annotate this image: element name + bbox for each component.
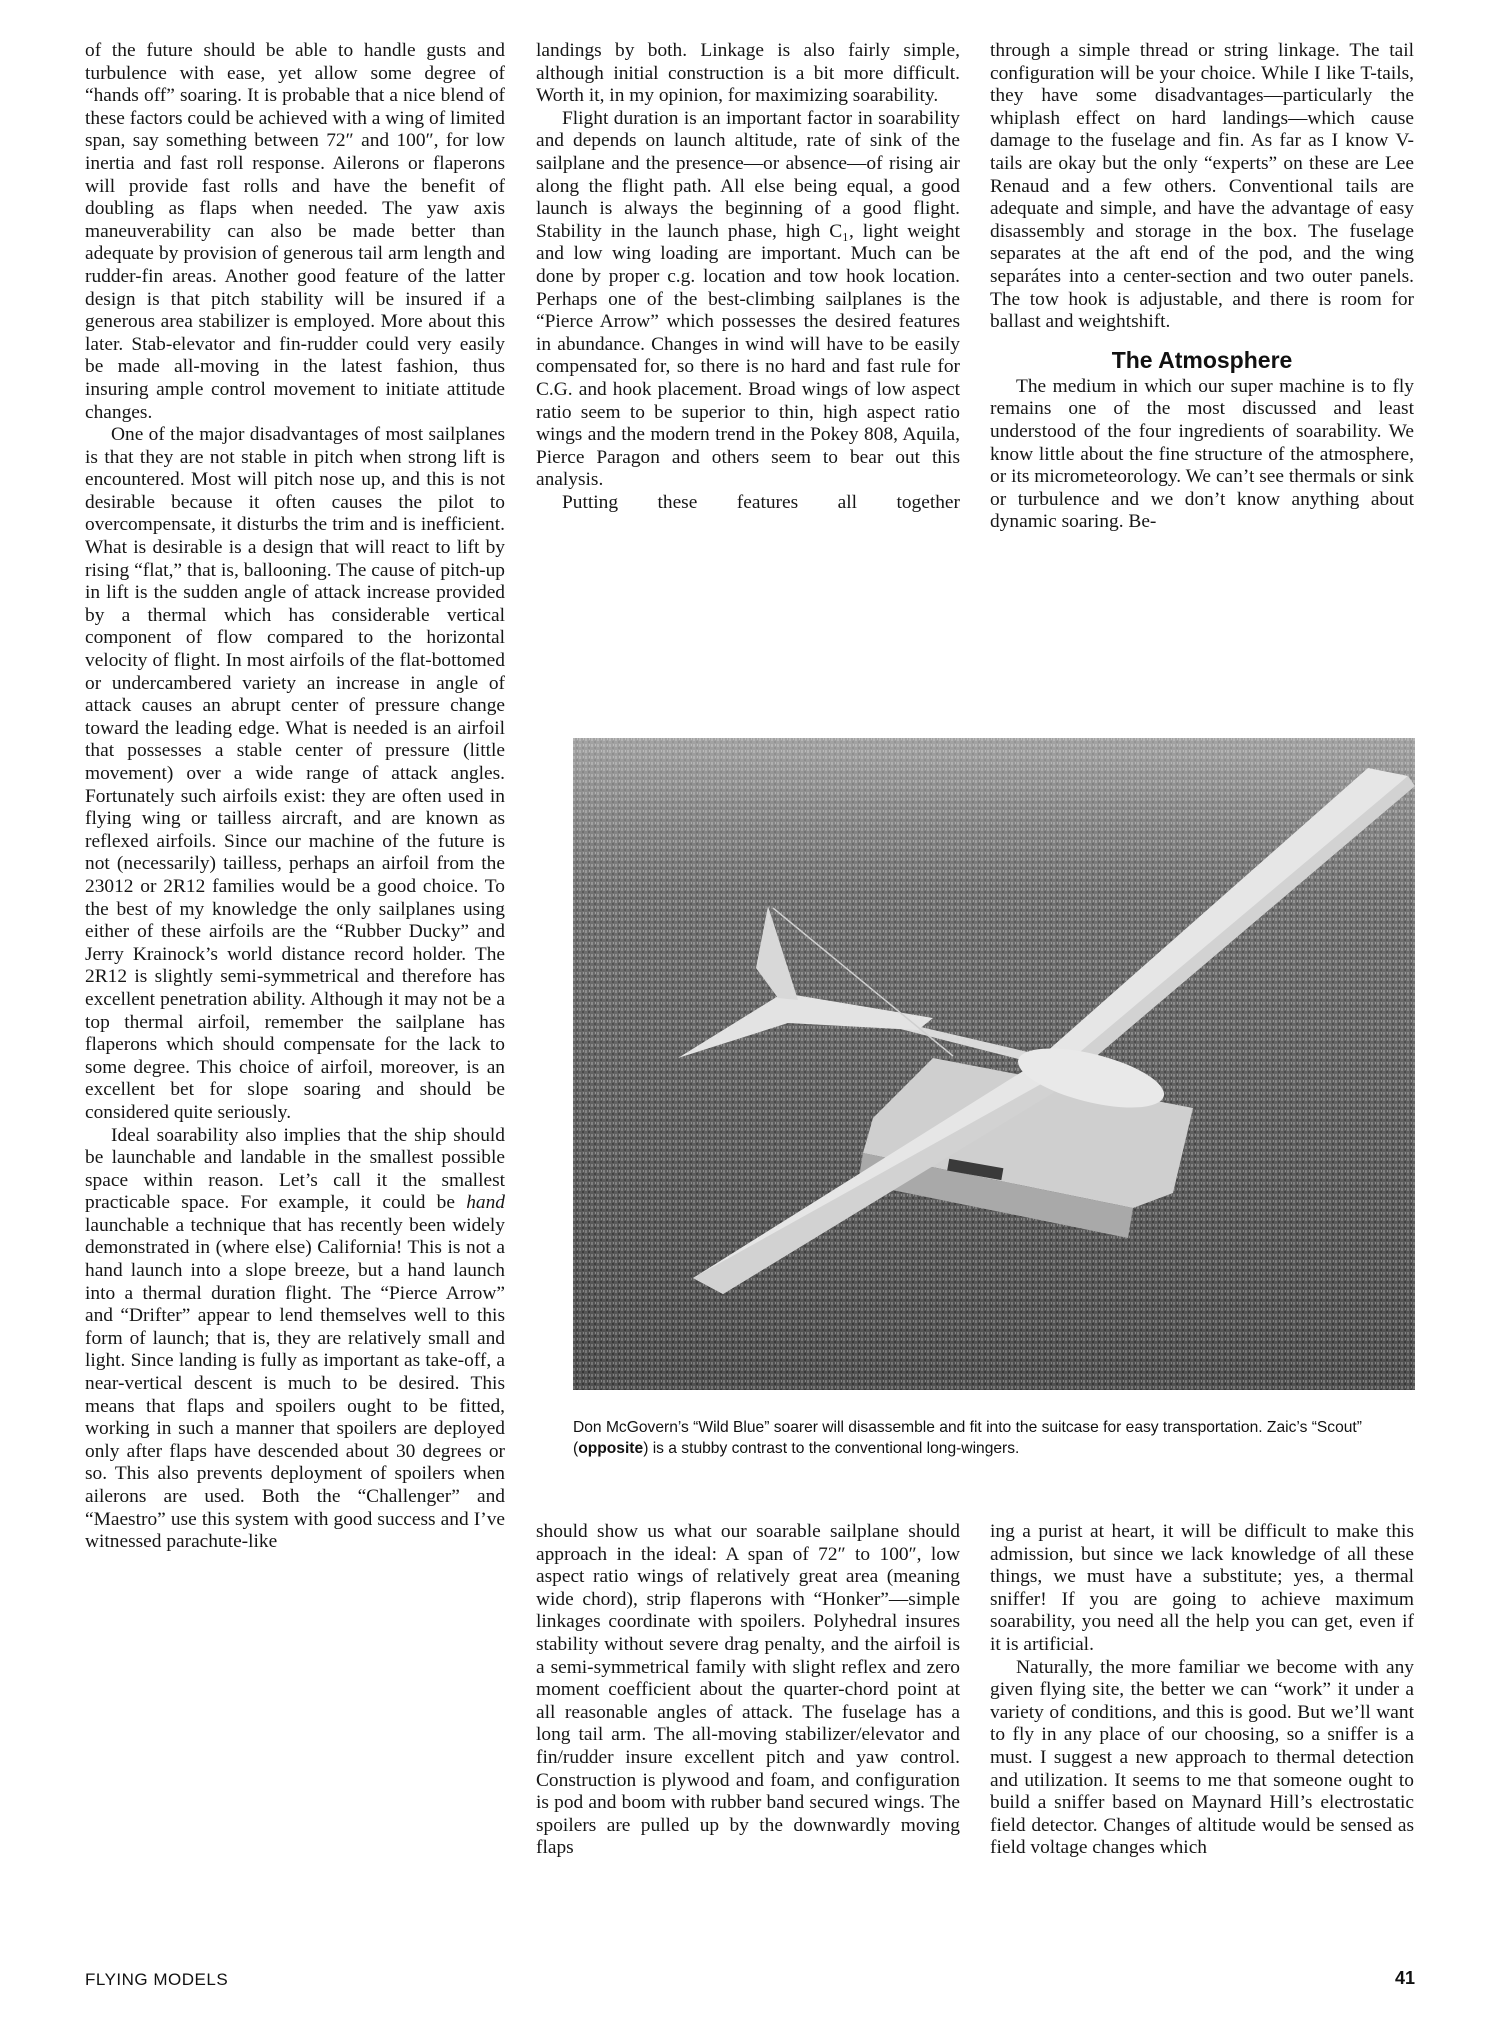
paragraph [85,1125,505,1554]
caption-bold-text: opposite [578,1440,644,1457]
caption-text: Don McGovern’s “Wild Blue” soarer will disassemble and fit into the suitcase for easy transportation. Zaic’s “Scout” ( [573,1419,1362,1457]
text-column-1 [85,40,505,1554]
paragraph: The medium in which our super machine is to fly remains one of the most discussed and least understood of the four ingredients of soarability. We know little about the fine structure of the atmosphere, or its micrometeorology. We can’t see thermals or sink or turbulence and we don’t know anything about dynamic soaring. Be- [990,375,1414,533]
photo-caption [573,1417,1415,1459]
paragraph: Putting these features all together [562,491,960,513]
text-column-5 [990,1521,1414,1860]
text-column-2 [536,40,960,514]
text-run: Ideal soarability also implies that the ship should be launchable and landable in the smallest possible space within reason. Let’s call it the smallest practicable space. For example, it could be [85,1124,505,1214]
paragraph: ing a purist at heart, it will be difficult to make this admission, but since we lack knowledge of all these things, we must have a substitute; yes, a thermal sniffer! If you are going to achieve maximum soarability, you need all the help you can get, even if it is artificial. [990,1521,1414,1655]
text-run: launchable a technique that has recently been widely demonstrated in (where else) California! This is not a hand launch into a slope breeze, but a hand launch into a thermal duration flight. The “Pierce Arrow” and “Drifter” appear to lend themselves well to this form of launch; that is, they are relatively small and light. Since landing is fully as important as take-off, a near-vertical descent is much to be desired. This means that flaps and spoilers ought to be fitted, working in such a manner that spoilers are deployed only after flaps have descended about 30 degrees or so. This also prevents deployment of spoilers when ailerons are used. Both the “Challenger” and “Maestro” use this system with good success and I’ve witnessed parachute-like [85,1214,505,1553]
paragraph: Flight duration is an important factor in soarability and depends on launch altitude, rate of sink of the sailplane and the presence—or absence—of rising air along the flight path. All else being equal, a good launch is always the beginning of a good flight. Stability in the launch phase, high C₁, light weight and low wing loading are important. Much can be done by proper c.g. location and tow hook location. Perhaps one of the best-climbing sailplanes is the “Pierce Arrow” which possesses the desired features in abundance. Changes in wind will have to be easily compensated for, so there is no hard and fast rule for C.G. and hook placement. Broad wings of low aspect ratio seem to be superior to thin, high aspect ratio wings and the modern trend in the Pokey 808, Aquila, Pierce Paragon and others seem to bear out this analysis. [536,107,960,491]
emphasis-text: hand [466,1192,505,1214]
paragraph: should show us what our soarable sailplane should approach in the ideal: A span of 72″ to 100″, low aspect ratio wings of relatively great area (meaning wide chord), strip flaperons with “Honker”—simple linkages coordinate with spoilers. Polyhedral insures stability without severe drag penalty, and the airfoil is a semi-symmetrical family with slight reflex and zero moment coefficient about the quarter-chord point at all reasonable angles of attack. The fuselage has a long tail arm. The all-moving stabilizer/elevator and fin/rudder insure excellent pitch and yaw control. Construction is plywood and foam, and configuration is pod and boom with rubber band secured wings. The spoilers are pulled up by the downwardly moving flaps [536,1521,960,1859]
paragraph: of the future should be able to handle gusts and turbulence with ease, yet allow some degree of “hands off” soaring. It is probable that a nice blend of these factors could be achieved with a wing of limited span, say something between 72″ and 100″, for low inertia and fast roll response. Ailerons or flaperons will provide fast rolls and have the benefit of doubling as flaps when needed. The yaw axis maneuverability can also be made better than adequate by provision of generous tail arm length and rudder-fin areas. Another good feature of the latter design is that pitch stability will be insured if a generous area stabilizer is employed. More about this later. Stab-elevator and fin-rudder could very easily be made all-moving in the latest fashion, thus insuring ample control movement to initiate attitude changes. [85,40,505,423]
caption-text: ) is a stubby contrast to the conventional long-wingers. [643,1440,1020,1457]
paragraph: Naturally, the more familiar we become with any given flying site, the better we can “work” it under a variety of conditions, and this is good. But we’ll want to fly in any place of our choosing, so a sniffer is a must. I suggest a new approach to thermal detection and utilization. It seems to me that someone ought to build a sniffer based on Maynard Hill’s electrostatic field detector. Changes of altitude would be sensed as field voltage changes which [990,1656,1414,1859]
text-column-4 [536,1521,960,1860]
magazine-name: FLYING MODELS [85,1970,229,1989]
paragraph: One of the major disadvantages of most sailplanes is that they are not stable in pitch when strong lift is encountered. Most will pitch nose up, and this is not desirable because it often causes the pilot to overcompensate, it disturbs the trim and is inefficient. What is desirable is a design that will react to lift by rising “flat,” that is, ballooning. The cause of pitch-up in lift is the sudden angle of attack increase provided by a thermal which has considerable vertical component of flow compared to the horizontal velocity of flight. In most airfoils of the flat-bottomed or undercambered variety an increase in angle of attack causes an abrupt center of pressure change toward the leading edge. What is needed is an airfoil that possesses a stable center of pressure (little movement) over a wide range of attack angles. Fortunately such airfoils exist: they are often used in flying wing or tailless aircraft, and are known as reflexed airfoils. Since our machine of the future is not (necessarily) tailless, perhaps an airfoil from the 23012 or 2R12 families would be a good choice. To the best of my knowledge the only sailplanes using either of these airfoils are the “Rubber Ducky” and Jerry Krainock’s world distance record holder. The 2R12 is slightly semi-symmetrical and therefore has excellent penetration ability. Although it may not be a top thermal airfoil, remember the sailplane has flaperons which should compensate for the lack to some degree. This choice of airfoil, moreover, is an excellent bet for slope soaring and should be considered quite seriously. [85,424,505,1123]
section-heading: The Atmosphere [1111,346,1293,373]
page-number: 41 [1394,1968,1415,1988]
sailplane-on-suitcase-photo-icon [573,738,1415,1390]
sailplane-photo [573,738,1415,1390]
text-column-3 [990,40,1414,534]
paragraph: landings by both. Linkage is also fairly simple, although initial construction is a bit more difficult. Worth it, in my opinion, for maximizing soarability. [536,40,960,107]
paragraph: through a simple thread or string linkage. The tail configuration will be your choice. While I like T-tails, they have some disadvantages—particularly the whiplash effect on hard landings—which cause damage to the fuselage and fin. As far as I know V-tails are okay but the only “experts” on these are Lee Renaud and a few others. Conventional tails are adequate and simple, and have the advantage of easy disassembly and storage in the box. The fuselage separates at the aft end of the pod, and the wing separátes into a center-section and two outer panels. The tow hook is adjustable, and there is room for ballast and weightshift. [990,40,1414,333]
